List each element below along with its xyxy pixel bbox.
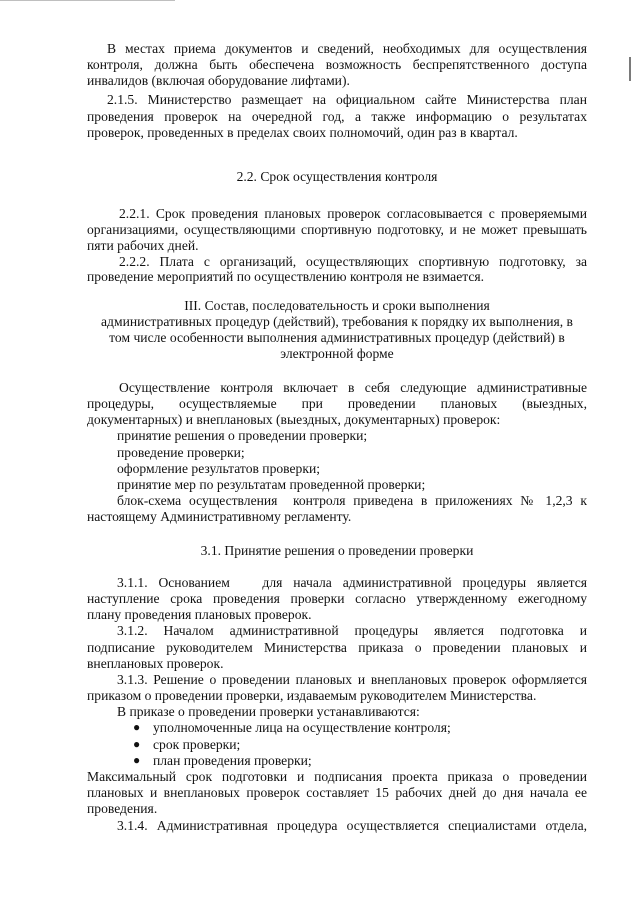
para-3-1-3-line-2: приказом о проведении проверки, издаваемым руководителем Министерства. — [87, 688, 537, 703]
bullet-icon: ● — [133, 737, 141, 751]
para-access-line-2: контроля, должна быть обеспечена возможность беспрепятственного доступа — [87, 57, 587, 72]
scan-edge-mark — [629, 57, 631, 81]
para-max-term-line-3: проведения. — [87, 801, 158, 816]
section-3-title-line-3: том числе особенности выполнения административных процедур (действий) в — [109, 330, 565, 345]
para-2-2-2-line-2: проведение мероприятий по осуществлению контроля не взимается. — [87, 269, 485, 284]
para-3-1-1-line-3: плану проведения плановых проверок. — [87, 607, 312, 622]
para-access-line-1: В местах приема документов и сведений, необходимых для осуществления — [107, 41, 587, 56]
para-3-1-1-line-1: 3.1.1. Основанием для начала административной процедуры является — [117, 575, 587, 590]
para-3-1-2-line-2: подписание руководителем Министерства приказа о проведении плановых и — [87, 640, 587, 655]
order-item: план проведения проверки; — [153, 753, 312, 768]
para-3-1-4-line-1: 3.1.4. Административная процедура осуществляется специалистами отдела, — [117, 818, 587, 833]
para-flowchart-line-2: настоящему Административному регламенту. — [87, 509, 352, 524]
para-2-2-1-line-3: пяти рабочих дней. — [87, 238, 199, 253]
section-3-title-line-1: III. Состав, последовательность и сроки выполнения — [184, 298, 490, 313]
order-item: уполномоченные лица на осуществление контроля; — [153, 720, 451, 735]
section-3-title-line-2: административных процедур (действий), требования к порядку их выполнения, в — [101, 314, 573, 329]
order-intro: В приказе о проведении проверки устанавливаются: — [117, 704, 420, 719]
procedure-item: проведение проверки; — [117, 445, 245, 460]
para-access-line-3: инвалидов (включая оборудование лифтами). — [87, 73, 350, 88]
para-max-term-line-1: Максимальный срок подготовки и подписания проекта приказа о проведении — [87, 769, 587, 784]
para-2-1-5-line-3: проверок, проведенных в пределах своих полномочий, один раз в квартал. — [87, 125, 518, 140]
procedure-item: принятие решения о проведении проверки; — [117, 428, 368, 443]
para-3-1-1-line-2: наступление срока проведения проверки согласно утвержденному ежегодному — [87, 591, 587, 606]
section-2-2-title: 2.2. Срок осуществления контроля — [236, 169, 438, 184]
scan-artifact-line — [0, 0, 175, 1]
order-item: срок проверки; — [153, 737, 241, 752]
para-2-1-5-line-1: 2.1.5. Министерство размещает на официальном сайте Министерства план — [107, 92, 587, 107]
para-max-term-line-2: плановых и внеплановых проверок составляет 15 рабочих дней до дня начала ее — [87, 785, 587, 800]
para-3-1-2-line-1: 3.1.2. Началом административной процедуры является подготовка и — [117, 623, 587, 638]
procedure-item: оформление результатов проверки; — [117, 461, 320, 476]
para-2-1-5-line-2: проведения проверок на очередной год, а также информацию о результатах — [87, 109, 587, 124]
para-procedures-line-2: процедуры, осуществляемые при проведении плановых (выездных, — [87, 396, 587, 411]
bullet-icon: ● — [133, 720, 141, 734]
para-procedures-line-1: Осуществление контроля включает в себя следующие административные — [119, 380, 587, 395]
section-3-1-title: 3.1. Принятие решения о проведении проверки — [200, 543, 474, 558]
para-2-2-1-line-1: 2.2.1. Срок проведения плановых проверок согласовывается с проверяемыми — [119, 206, 587, 221]
section-3-title-line-4: электронной форме — [280, 346, 394, 361]
para-2-2-1-line-2: организациями, осуществляющими спортивную подготовку, и не может превышать — [87, 222, 587, 237]
procedure-item: принятие мер по результатам проведенной проверки; — [117, 477, 426, 492]
para-3-1-2-line-3: внеплановых проверок. — [87, 656, 224, 671]
para-flowchart-line-1: блок-схема осуществления контроля приведена в приложениях № 1,2,3 к — [117, 493, 587, 508]
bullet-icon: ● — [133, 753, 141, 767]
para-2-2-2-line-1: 2.2.2. Плата с организаций, осуществляющих спортивную подготовку, за — [119, 254, 587, 269]
para-3-1-3-line-1: 3.1.3. Решение о проведении плановых и внеплановых проверок оформляется — [117, 672, 587, 687]
para-procedures-line-3: документарных) и внеплановых (выездных, документарных) проверок: — [87, 412, 501, 427]
